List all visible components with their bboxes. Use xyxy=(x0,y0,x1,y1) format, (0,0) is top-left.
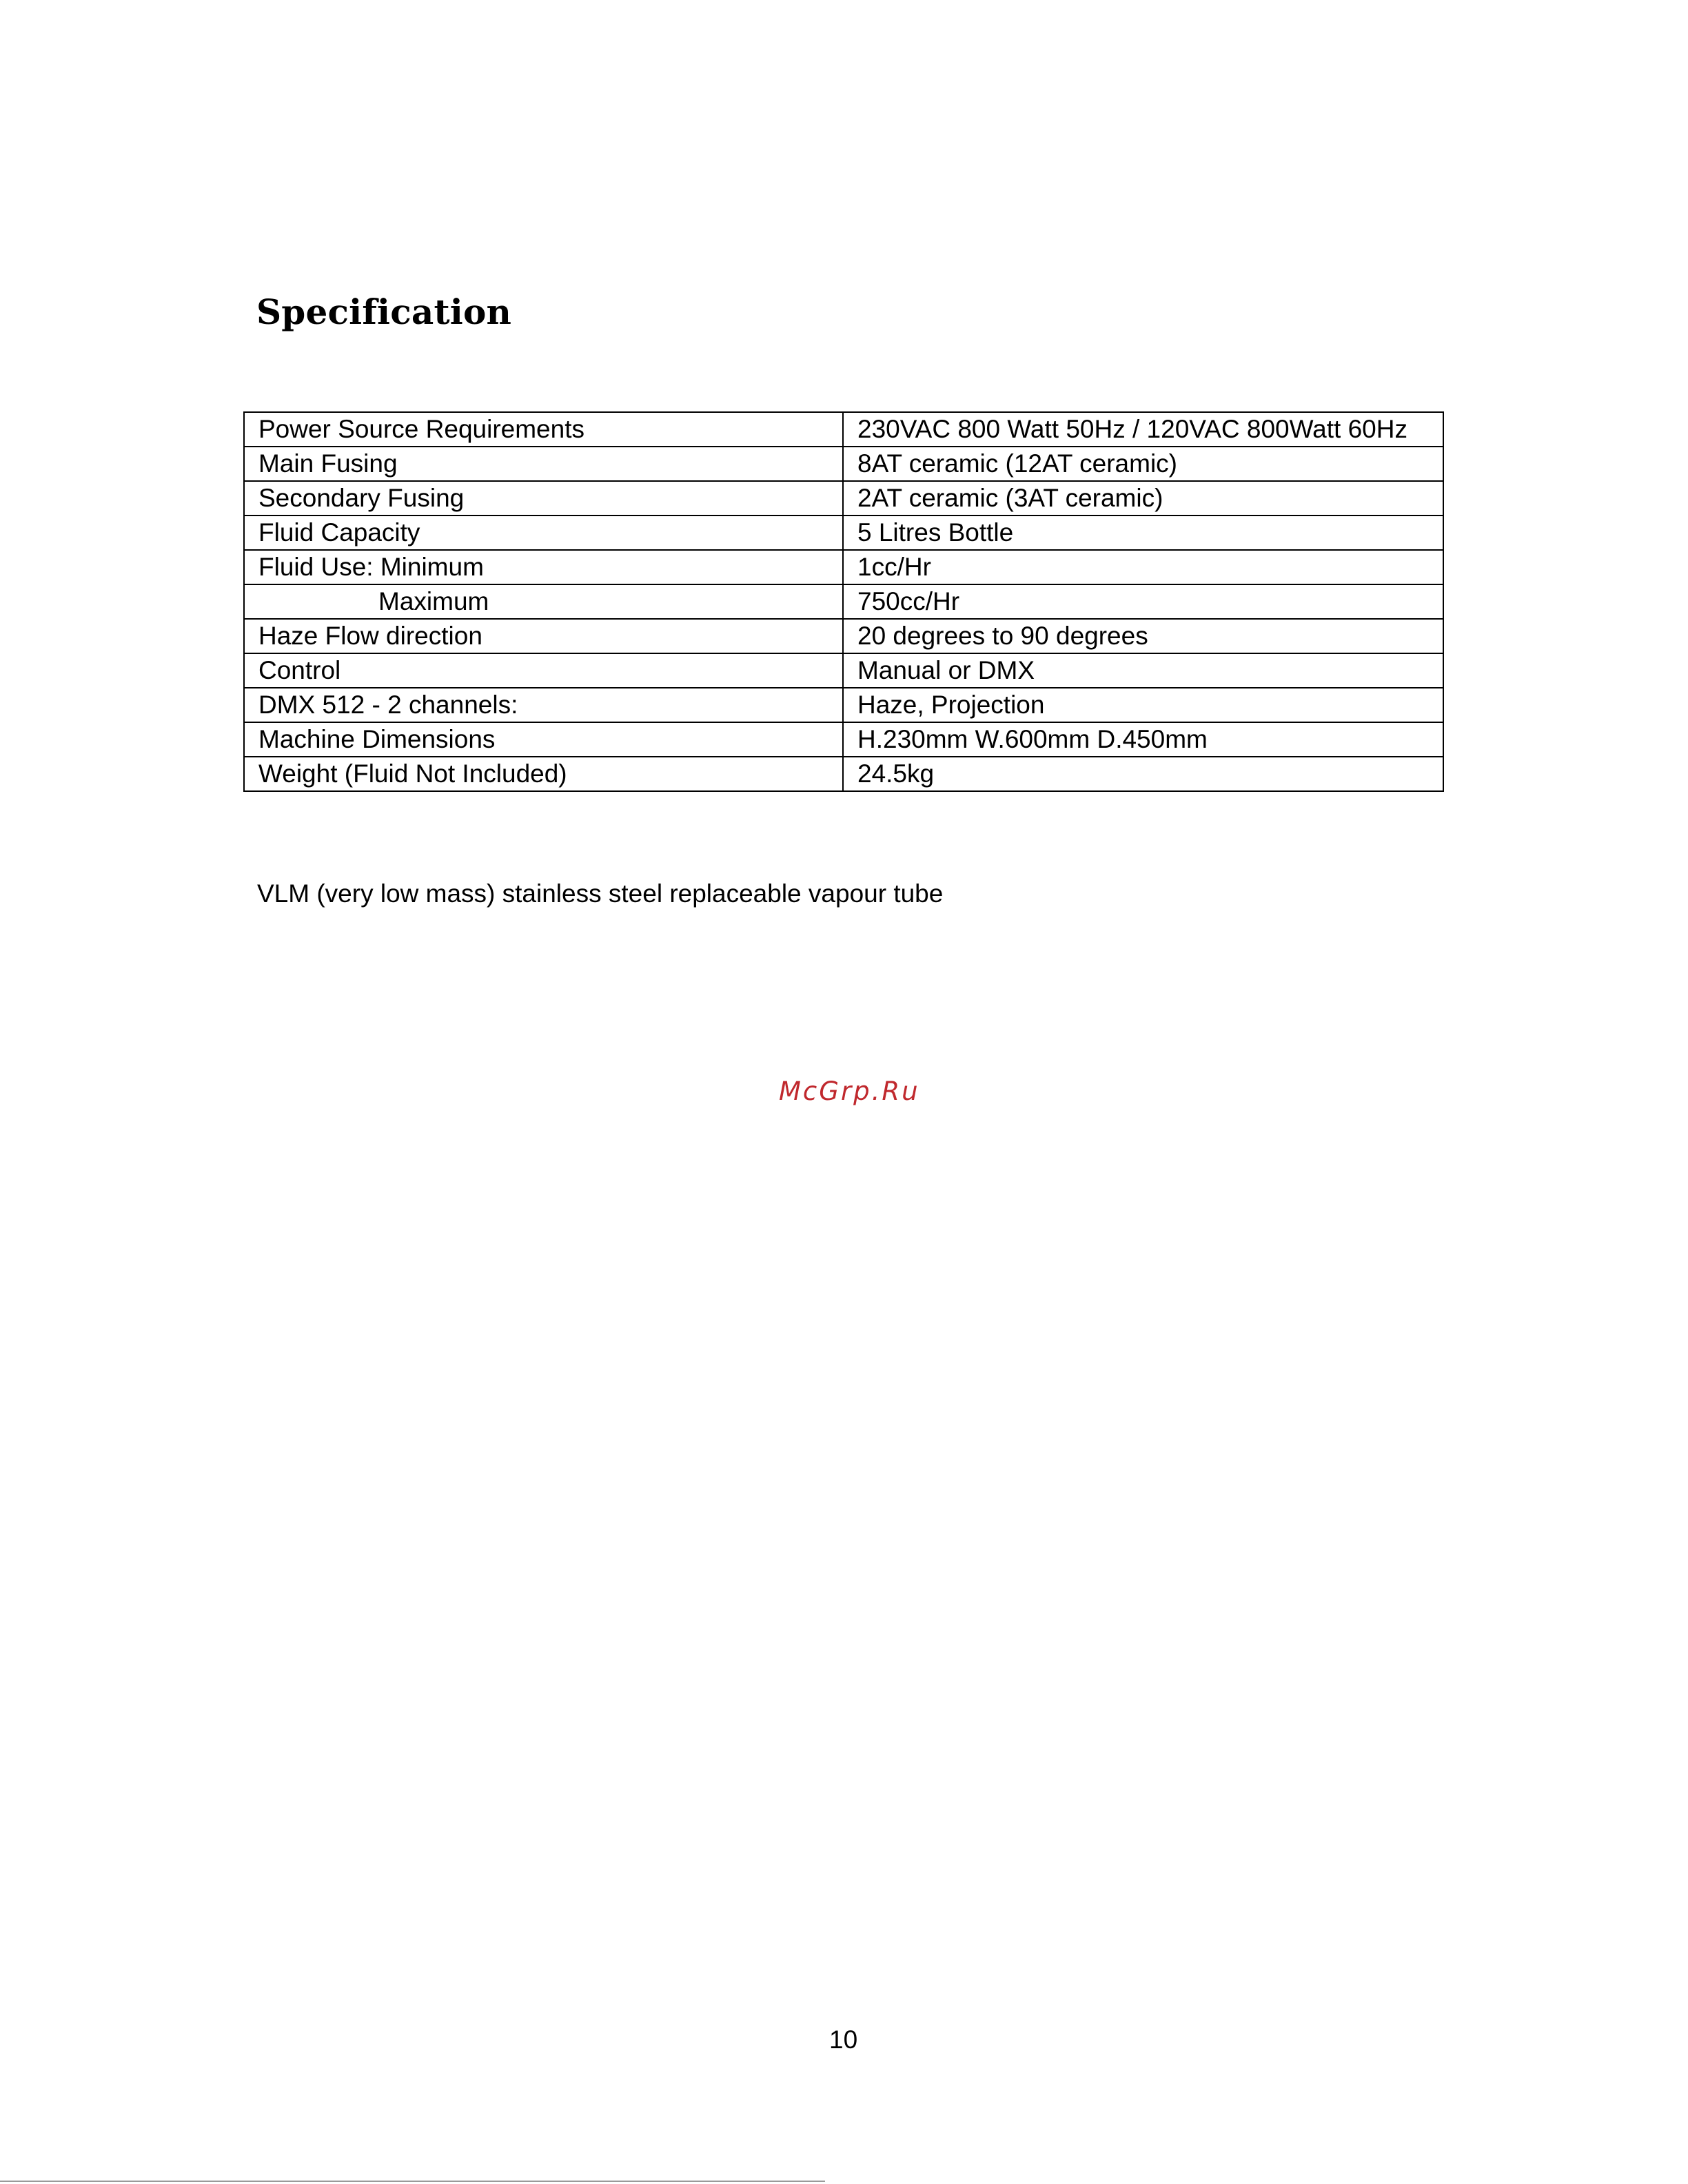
spec-value: 5 Litres Bottle xyxy=(843,516,1443,550)
page-number: 10 xyxy=(829,2025,858,2054)
spec-value: 8AT ceramic (12AT ceramic) xyxy=(843,447,1443,481)
table-row xyxy=(244,516,1443,550)
table-row xyxy=(244,550,1443,584)
spec-value: 230VAC 800 Watt 50Hz / 120VAC 800Watt 60Hz xyxy=(843,412,1443,447)
table-row xyxy=(244,412,1443,447)
table-row xyxy=(244,757,1443,791)
spec-label: Power Source Requirements xyxy=(244,412,843,447)
page-heading: Specification xyxy=(256,292,512,332)
spec-value: 1cc/Hr xyxy=(843,550,1443,584)
footer-divider xyxy=(0,2181,825,2182)
spec-label: Fluid Capacity xyxy=(244,516,843,550)
spec-label: Machine Dimensions xyxy=(244,722,843,757)
vapour-tube-note: VLM (very low mass) stainless steel replaceable vapour tube xyxy=(257,879,944,908)
spec-label: Weight (Fluid Not Included) xyxy=(244,757,843,791)
spec-value: 20 degrees to 90 degrees xyxy=(843,619,1443,653)
watermark-text: McGrp.Ru xyxy=(779,1076,920,1106)
table-row xyxy=(244,447,1443,481)
spec-value: H.230mm W.600mm D.450mm xyxy=(843,722,1443,757)
table-row xyxy=(244,722,1443,757)
spec-label: Main Fusing xyxy=(244,447,843,481)
spec-label: Haze Flow direction xyxy=(244,619,843,653)
table-row xyxy=(244,688,1443,722)
spec-label: Maximum xyxy=(244,584,843,619)
table-row xyxy=(244,481,1443,516)
spec-label: Fluid Use: Minimum xyxy=(244,550,843,584)
spec-label: Secondary Fusing xyxy=(244,481,843,516)
spec-value: 750cc/Hr xyxy=(843,584,1443,619)
table-row xyxy=(244,653,1443,688)
table-row xyxy=(244,584,1443,619)
spec-value: 2AT ceramic (3AT ceramic) xyxy=(843,481,1443,516)
table-row xyxy=(244,619,1443,653)
spec-value: Haze, Projection xyxy=(843,688,1443,722)
spec-value: Manual or DMX xyxy=(843,653,1443,688)
spec-label: DMX 512 - 2 channels: xyxy=(244,688,843,722)
spec-value: 24.5kg xyxy=(843,757,1443,791)
spec-label: Control xyxy=(244,653,843,688)
specification-table xyxy=(243,411,1444,792)
